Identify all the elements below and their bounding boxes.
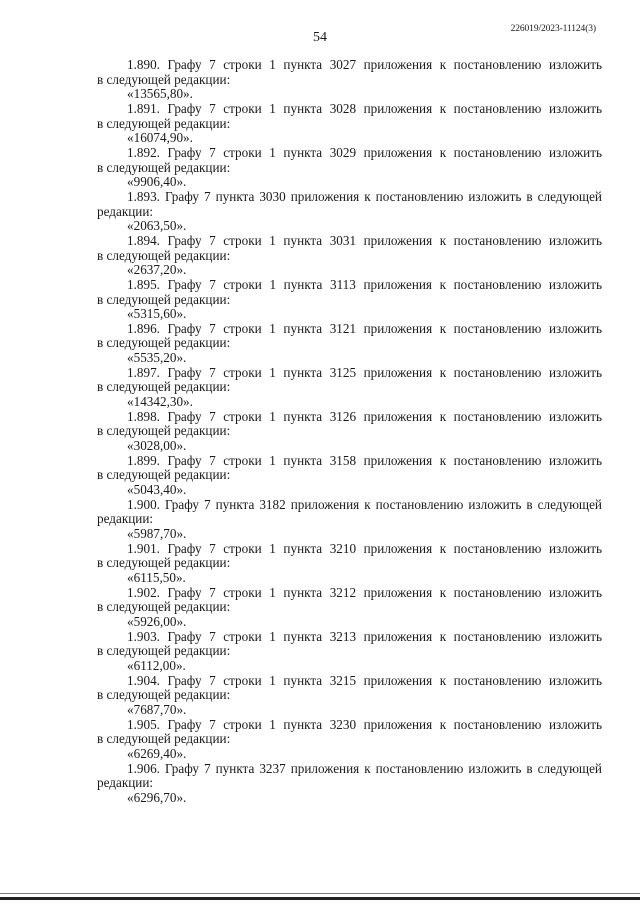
amendment-item [97, 674, 602, 718]
amendment-value: «2637,20». [127, 262, 187, 278]
amendment-item [97, 58, 602, 102]
amendment-text-continuation: в следующей редакции: [97, 115, 231, 131]
amendment-text: 1.891. Графу 7 строки 1 пункта 3028 приложения к постановлению изложить [127, 100, 602, 116]
amendment-item [97, 102, 602, 146]
amendment-text-continuation: в следующей редакции: [97, 159, 231, 175]
amendment-text-continuation: в следующей редакции: [97, 643, 231, 659]
amendment-value: «2063,50». [127, 218, 187, 234]
amendment-value: «3028,00». [127, 438, 187, 454]
amendment-text-continuation: в следующей редакции: [97, 71, 231, 87]
amendment-text: 1.901. Графу 7 строки 1 пункта 3210 приложения к постановлению изложить [127, 540, 602, 556]
amendment-item [97, 322, 602, 366]
scan-edge-line [0, 893, 640, 894]
amendment-text-continuation: в следующей редакции: [97, 247, 231, 263]
amendment-text-continuation: в следующей редакции: [97, 379, 231, 395]
amendment-value: «6296,70». [127, 789, 187, 805]
amendment-text-continuation: в следующей редакции: [97, 687, 231, 703]
amendment-item [97, 190, 602, 234]
amendment-text: 1.896. Графу 7 строки 1 пункта 3121 приложения к постановлению изложить [127, 320, 602, 336]
amendment-text: 1.906. Графу 7 пункта 3237 приложения к постановлению изложить в следующей [127, 760, 602, 776]
amendment-value: «5987,70». [127, 526, 187, 541]
amendment-value: «16074,90». [127, 130, 193, 146]
amendment-text-continuation: в следующей редакции: [97, 599, 231, 615]
amendment-value: «5315,60». [127, 306, 187, 322]
amendment-text-continuation: в следующей редакции: [97, 731, 231, 747]
amendment-text: 1.902. Графу 7 строки 1 пункта 3212 приложения к постановлению изложить [127, 584, 602, 600]
amendment-text-continuation: редакции: [97, 775, 154, 791]
amendment-text-continuation: в следующей редакции: [97, 555, 231, 571]
amendment-value: «5926,00». [127, 613, 187, 629]
amendment-item [97, 586, 602, 630]
amendment-text: 1.903. Графу 7 строки 1 пункта 3213 приложения к постановлению изложить [127, 628, 602, 644]
amendment-item [97, 630, 602, 674]
amendment-value: «5043,40». [127, 482, 187, 498]
page-number: 54 [313, 30, 327, 45]
amendment-text-continuation: в следующей редакции: [97, 335, 231, 351]
amendment-text: 1.890. Графу 7 строки 1 пункта 3027 приложения к постановлению изложить [127, 57, 602, 72]
amendment-text: 1.892. Графу 7 строки 1 пункта 3029 приложения к постановлению изложить [127, 144, 602, 160]
amendment-value: «14342,30». [127, 394, 193, 410]
amendment-item [97, 718, 602, 762]
amendment-text: 1.904. Графу 7 строки 1 пункта 3215 приложения к постановлению изложить [127, 672, 602, 688]
scan-edge-bar [0, 897, 640, 900]
amendment-item [97, 234, 602, 278]
amendment-value: «9906,40». [127, 174, 187, 190]
amendment-value: «5535,20». [127, 350, 187, 366]
document-body [97, 58, 602, 805]
amendment-text: 1.899. Графу 7 строки 1 пункта 3158 приложения к постановлению изложить [127, 452, 602, 468]
document-id: 226019/2023-11124(3) [510, 24, 596, 34]
amendment-text-continuation: в следующей редакции: [97, 291, 231, 307]
amendment-text-continuation: в следующей редакции: [97, 423, 231, 439]
amendment-item [97, 146, 602, 190]
amendment-value: «7687,70». [127, 701, 187, 717]
amendment-value: «6115,50». [127, 569, 186, 585]
amendment-text: 1.898. Графу 7 строки 1 пункта 3126 приложения к постановлению изложить [127, 408, 602, 424]
amendment-text: 1.905. Графу 7 строки 1 пункта 3230 приложения к постановлению изложить [127, 716, 602, 732]
amendment-text: 1.897. Графу 7 строки 1 пункта 3125 приложения к постановлению изложить [127, 364, 602, 380]
amendment-text: 1.900. Графу 7 пункта 3182 приложения к постановлению изложить в следующей [127, 496, 602, 512]
amendment-item [97, 498, 602, 542]
amendment-text-continuation: редакции: [97, 511, 154, 527]
amendment-item [97, 454, 602, 498]
amendment-value: «13565,80». [127, 86, 193, 102]
amendment-item [97, 762, 602, 806]
amendment-item [97, 366, 602, 410]
amendment-text-continuation: в следующей редакции: [97, 467, 231, 483]
amendment-value: «6269,40». [127, 745, 187, 761]
amendment-text: 1.894. Графу 7 строки 1 пункта 3031 приложения к постановлению изложить [127, 232, 602, 248]
amendment-item [97, 410, 602, 454]
amendment-item [97, 542, 602, 586]
amendment-value: «6112,00». [127, 657, 186, 673]
amendment-text-continuation: редакции: [97, 203, 154, 219]
amendment-text: 1.893. Графу 7 пункта 3030 приложения к постановлению изложить в следующей [127, 188, 602, 204]
amendment-text: 1.895. Графу 7 строки 1 пункта 3113 приложения к постановлению изложить [127, 276, 602, 292]
amendment-item [97, 278, 602, 322]
